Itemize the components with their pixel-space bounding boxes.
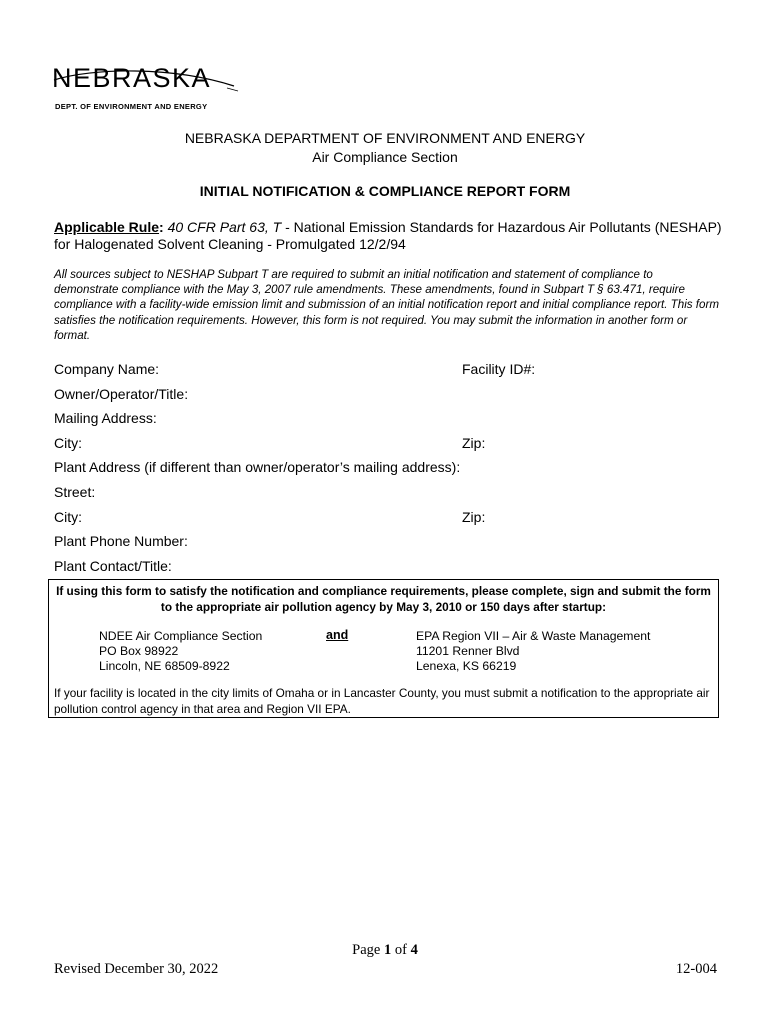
mailing-address-label: Mailing Address: — [54, 410, 157, 426]
ndee-address-line: PO Box 98922 — [99, 644, 179, 659]
logo-subtitle: DEPT. OF ENVIRONMENT AND ENERGY — [55, 102, 208, 111]
street-label: Street: — [54, 484, 96, 500]
submission-instructions-box — [48, 579, 719, 718]
logo-wordmark: NEBRASKA — [52, 63, 212, 93]
submission-heading: If using this form to satisfy the notification and compliance requirements, please complete, sign and submit the form to the appropriate air pollution agency by May 3, 2010 or 150 days after startup: — [56, 584, 711, 614]
nebraska-logo — [52, 62, 242, 114]
epa-address-line: EPA Region VII – Air & Waste Management — [416, 629, 651, 643]
plant-contact-label: Plant Contact/Title: — [54, 558, 172, 574]
epa-address — [416, 629, 650, 675]
plant-city-label: City: — [54, 509, 82, 525]
plant-address-label: Plant Address (if different than owner/operator’s mailing address): — [54, 459, 461, 475]
owner-operator-label: Owner/Operator/Title: — [54, 386, 189, 402]
rule-description: - National Emission Standards for Hazardous Air Pollutants (NESHAP) for Halogenated Solvent Cleaning - Promulgated 12/2/94 — [54, 219, 722, 252]
page-prefix: Page — [352, 942, 384, 958]
facility-id-label: Facility ID#: — [462, 361, 536, 377]
plant-zip-label: Zip: — [462, 509, 486, 525]
department-name: NEBRASKA DEPARTMENT OF ENVIRONMENT AND ENERGY — [184, 130, 586, 146]
section-name: Air Compliance Section — [312, 149, 458, 165]
intro-paragraph: All sources subject to NESHAP Subpart T are required to submit an initial notification and statement of compliance to demonstrate compliance with the May 3, 2007 rule amendments. These amendments, found in Subpart T § 63.471, require compliance with a facility-wide emission limit and submission of an initial notification report and initial compliance report. This form satisfies the notification requirements. However, this form is not required. You may submit the information in another form or format. — [54, 268, 719, 342]
epa-address-line: Lenexa, KS 66219 — [416, 659, 517, 674]
ndee-address-line: Lincoln, NE 68509-8922 — [99, 659, 230, 674]
page-number — [0, 942, 770, 959]
rule-colon: : — [159, 219, 164, 235]
ndee-address-line: NDEE Air Compliance Section — [99, 629, 263, 643]
ndee-address — [99, 629, 262, 675]
revised-date: Revised December 30, 2022 — [54, 961, 219, 977]
form-number: 12-004 — [675, 961, 717, 977]
page-total: 4 — [410, 942, 418, 958]
form-title: INITIAL NOTIFICATION & COMPLIANCE REPORT FORM — [199, 183, 571, 199]
plant-phone-label: Plant Phone Number: — [54, 533, 188, 549]
zip-label: Zip: — [462, 435, 486, 451]
epa-address-line: 11201 Renner Blvd — [416, 644, 520, 659]
rule-citation: 40 CFR Part 63, T — [167, 219, 282, 235]
page-current: 1 — [383, 942, 392, 958]
city-label: City: — [54, 435, 82, 451]
and-connector: and — [326, 628, 349, 642]
rule-label: Applicable Rule — [54, 219, 160, 235]
omaha-lancaster-note: If your facility is located in the city limits of Omaha or in Lancaster County, you must submit a notification to the appropriate air pollution control agency in that area and Region VII EPA. — [54, 686, 710, 716]
page-of: of — [391, 942, 411, 958]
applicable-rule — [54, 219, 724, 253]
company-name-label: Company Name: — [54, 361, 160, 377]
